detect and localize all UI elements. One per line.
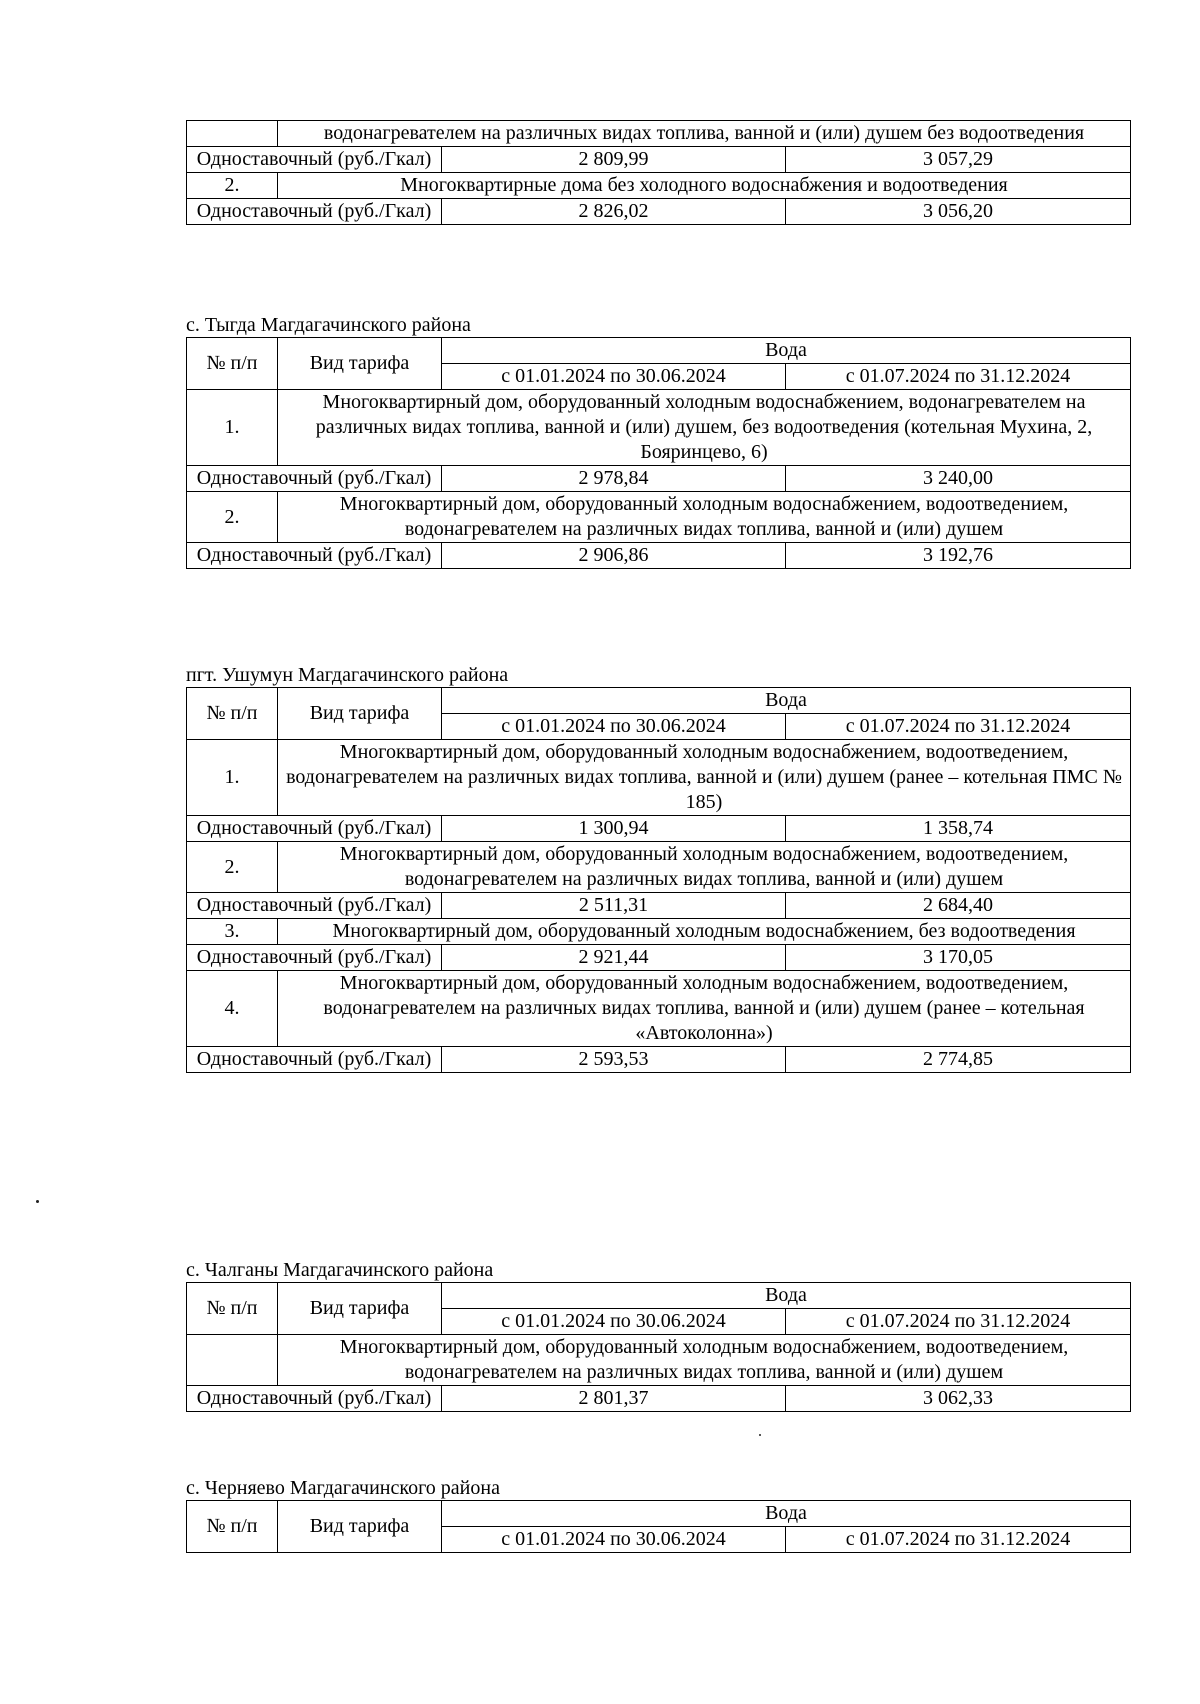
column-header-period1: с 01.01.2024 по 30.06.2024 (442, 1527, 786, 1553)
column-header-tariff-type: Вид тарифа (278, 1501, 442, 1553)
consumer-category: Многоквартирный дом, оборудованный холодным водоснабжением, водоотведением, водонагревателем на различных видах топлива, ванной и (или) душем (278, 1335, 1131, 1386)
table-row (187, 466, 1131, 492)
tariff-value-period2: 3 062,33 (786, 1386, 1131, 1412)
rate-type-label: Одноставочный (руб./Гкал) (187, 147, 442, 173)
table-row (187, 893, 1131, 919)
row-number: 2. (187, 173, 278, 199)
table-row (187, 919, 1131, 945)
rate-type-label: Одноставочный (руб./Гкал) (187, 466, 442, 492)
table-row (187, 492, 1131, 543)
tariff-value-period1: 2 511,31 (442, 893, 786, 919)
column-header-water: Вода (442, 1283, 1131, 1309)
tariff-table (186, 1282, 1131, 1412)
row-number: 2. (187, 492, 278, 543)
tariff-table (186, 687, 1131, 1073)
row-number: 1. (187, 740, 278, 816)
column-header-tariff-type: Вид тарифа (278, 1283, 442, 1335)
column-header-period2: с 01.07.2024 по 31.12.2024 (786, 364, 1131, 390)
table-row (187, 740, 1131, 816)
row-number: 2. (187, 842, 278, 893)
column-header-number: № п/п (187, 688, 278, 740)
table-row (187, 971, 1131, 1047)
consumer-category: Многоквартирный дом, оборудованный холодным водоснабжением, водонагревателем на различных видах топлива, ванной и (или) душем, без водоотведения (котельная Мухина, 2, Бояринцево, 6) (278, 390, 1131, 466)
rate-type-label: Одноставочный (руб./Гкал) (187, 199, 442, 225)
section-title: пгт. Ушумун Магдагачинского района (186, 664, 509, 686)
table-row (187, 199, 1131, 225)
section-title: с. Черняево Магдагачинского района (186, 1477, 500, 1499)
table-row (187, 1047, 1131, 1073)
column-header-period2: с 01.07.2024 по 31.12.2024 (786, 1527, 1131, 1553)
consumer-category: Многоквартирный дом, оборудованный холодным водоснабжением, без водоотведения (278, 919, 1131, 945)
tariff-value-period1: 2 921,44 (442, 945, 786, 971)
row-number: 1. (187, 390, 278, 466)
table-row (187, 543, 1131, 569)
tariff-value-period2: 2 684,40 (786, 893, 1131, 919)
tariff-value-period1: 2 826,02 (442, 199, 786, 225)
tariff-value-period2: 3 057,29 (786, 147, 1131, 173)
table-header-row (187, 688, 1131, 714)
row-number (187, 1335, 278, 1386)
table-row (187, 842, 1131, 893)
rate-type-label: Одноставочный (руб./Гкал) (187, 1386, 442, 1412)
tariff-value-period1: 2 801,37 (442, 1386, 786, 1412)
table-row (187, 121, 1131, 147)
tariff-value-period2: 1 358,74 (786, 816, 1131, 842)
rate-type-label: Одноставочный (руб./Гкал) (187, 816, 442, 842)
consumer-category: Многоквартирный дом, оборудованный холодным водоснабжением, водоотведением, водонагревателем на различных видах топлива, ванной и (или) душем (ранее – котельная «Автоколонна») (278, 971, 1131, 1047)
consumer-category: Многоквартирный дом, оборудованный холодным водоснабжением, водоотведением, водонагревателем на различных видах топлива, ванной и (или) душем (278, 492, 1131, 543)
column-header-period1: с 01.01.2024 по 30.06.2024 (442, 714, 786, 740)
rate-type-label: Одноставочный (руб./Гкал) (187, 893, 442, 919)
tariff-table (186, 337, 1131, 569)
rate-type-label: Одноставочный (руб./Гкал) (187, 1047, 442, 1073)
rate-type-label: Одноставочный (руб./Гкал) (187, 543, 442, 569)
table-header-row (187, 338, 1131, 364)
section-title: с. Чалганы Магдагачинского района (186, 1259, 494, 1281)
scan-speck (759, 1434, 761, 1436)
tariff-table (186, 1500, 1131, 1553)
column-header-number: № п/п (187, 1501, 278, 1553)
table-row (187, 173, 1131, 199)
column-header-tariff-type: Вид тарифа (278, 338, 442, 390)
column-header-number: № п/п (187, 1283, 278, 1335)
table-header-row (187, 1283, 1131, 1309)
tariff-value-period2: 3 170,05 (786, 945, 1131, 971)
tariff-value-period2: 3 240,00 (786, 466, 1131, 492)
scan-speck (36, 1200, 39, 1203)
tariff-value-period2: 2 774,85 (786, 1047, 1131, 1073)
rate-type-label: Одноставочный (руб./Гкал) (187, 945, 442, 971)
column-header-water: Вода (442, 688, 1131, 714)
row-number: 4. (187, 971, 278, 1047)
table-row (187, 390, 1131, 466)
column-header-tariff-type: Вид тарифа (278, 688, 442, 740)
table-row (187, 945, 1131, 971)
column-header-water: Вода (442, 338, 1131, 364)
table-header-row (187, 1501, 1131, 1527)
tariff-value-period1: 2 906,86 (442, 543, 786, 569)
table-row (187, 1386, 1131, 1412)
column-header-number: № п/п (187, 338, 278, 390)
table-row (187, 147, 1131, 173)
column-header-period2: с 01.07.2024 по 31.12.2024 (786, 714, 1131, 740)
tariff-value-period2: 3 056,20 (786, 199, 1131, 225)
tariff-value-period2: 3 192,76 (786, 543, 1131, 569)
column-header-period2: с 01.07.2024 по 31.12.2024 (786, 1309, 1131, 1335)
section-title: с. Тыгда Магдагачинского района (186, 314, 471, 336)
consumer-category: Многоквартирный дом, оборудованный холодным водоснабжением, водоотведением, водонагревателем на различных видах топлива, ванной и (или) душем (ранее – котельная ПМС № 185) (278, 740, 1131, 816)
tariff-table-continued (186, 120, 1131, 225)
consumer-category: водонагревателем на различных видах топлива, ванной и (или) душем без водоотведения (278, 121, 1131, 147)
column-header-period1: с 01.01.2024 по 30.06.2024 (442, 1309, 786, 1335)
column-header-period1: с 01.01.2024 по 30.06.2024 (442, 364, 786, 390)
tariff-value-period1: 2 593,53 (442, 1047, 786, 1073)
tariff-value-period1: 2 809,99 (442, 147, 786, 173)
row-number (187, 121, 278, 147)
row-number: 3. (187, 919, 278, 945)
consumer-category: Многоквартирные дома без холодного водоснабжения и водоотведения (278, 173, 1131, 199)
column-header-water: Вода (442, 1501, 1131, 1527)
table-row (187, 1335, 1131, 1386)
tariff-value-period1: 1 300,94 (442, 816, 786, 842)
tariff-value-period1: 2 978,84 (442, 466, 786, 492)
table-row (187, 816, 1131, 842)
consumer-category: Многоквартирный дом, оборудованный холодным водоснабжением, водоотведением, водонагревателем на различных видах топлива, ванной и (или) душем (278, 842, 1131, 893)
